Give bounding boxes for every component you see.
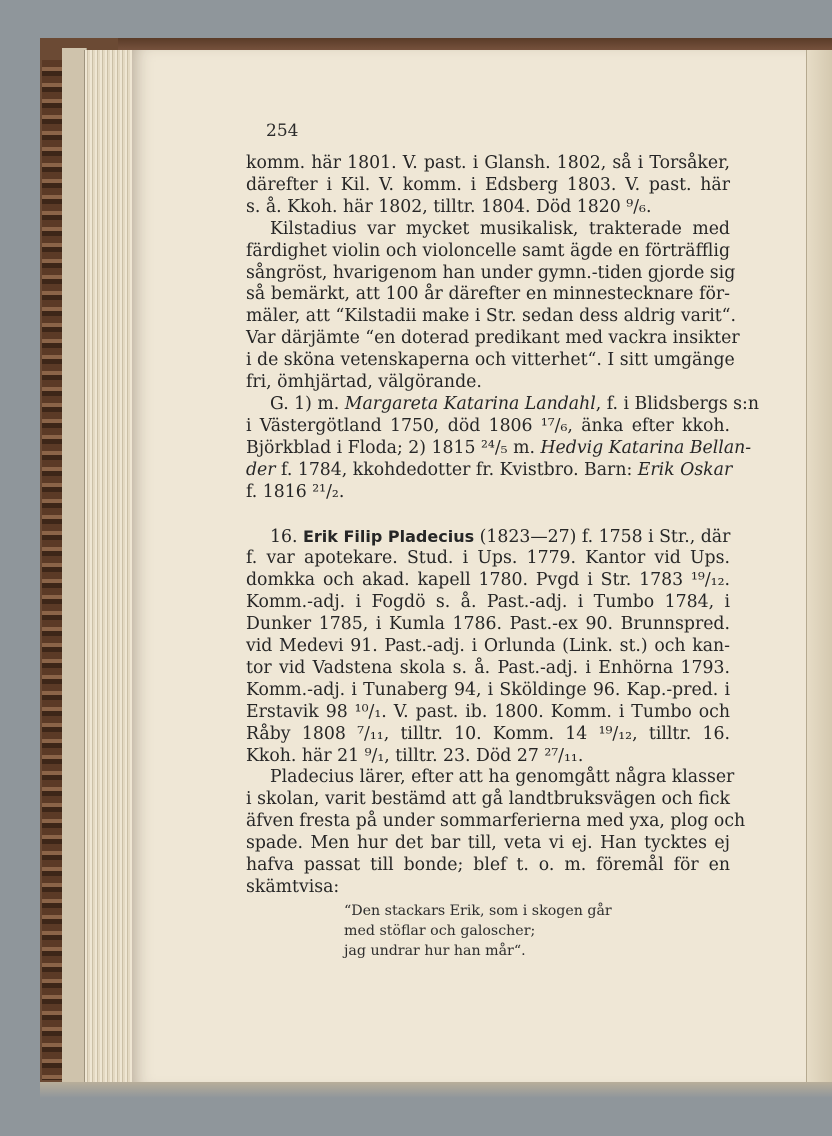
page-number: 254 bbox=[266, 121, 299, 141]
text-line: f. var apotekare. Stud. i Ups. 1779. Kantor vid Ups. bbox=[246, 548, 730, 569]
text-line: Dunker 1785, i Kumla 1786. Past.-ex 90. Brunnspred. bbox=[246, 614, 730, 635]
text-line: Kilstadius var mycket musikalisk, trakterade med bbox=[270, 218, 730, 239]
text-line: tor vid Vadstena skola s. å. Past.-adj. i Enhörna 1793. bbox=[246, 657, 730, 678]
page-text bbox=[246, 153, 760, 899]
entry-heading: 16. Erik Filip Pladecius (1823—27) f. 1758 i Str., där bbox=[270, 526, 731, 547]
poem-line: “Den stackars Erik, som i skogen går bbox=[344, 903, 612, 919]
text-line: mäler, att “Kilstadii make i Str. sedan dess aldrig varit“. bbox=[246, 306, 736, 327]
marriage-line: f. 1816 ²¹/₂. bbox=[246, 481, 345, 502]
text-line: Pladecius lärer, efter att ha genomgått några klasser bbox=[270, 767, 735, 788]
spouse-name: Margareta Katarina Landahl bbox=[344, 393, 596, 414]
page-right-edge bbox=[806, 50, 832, 1086]
text-line: i de sköna vetenskaperna och vitterhet“. I sitt umgänge bbox=[246, 350, 735, 371]
text-line: Komm.-adj. i Fogdö s. å. Past.-adj. i Tumbo 1784, i bbox=[246, 592, 730, 613]
text-line: spade. Men hur det bar till, veta vi ej. Han tycktes ej bbox=[246, 833, 730, 854]
text-line: s. å. Kkoh. här 1802, tilltr. 1804. Död 1820 ⁹/₆. bbox=[246, 196, 652, 217]
text-line: vid Medevi 91. Past.-adj. i Orlunda (Link. st.) och kan- bbox=[246, 636, 730, 657]
page-stack bbox=[84, 50, 133, 1084]
marriage-line: i Västergötland 1750, död 1806 ¹⁷/₆, änka efter kkoh. bbox=[246, 415, 730, 436]
marriage-line: G. 1) m. Margareta Katarina Landahl, f. i Blidsbergs s:n bbox=[270, 393, 760, 414]
text-line: fri, ömhjärtad, välgörande. bbox=[246, 372, 482, 393]
text-line: därefter i Kil. V. komm. i Edsberg 1803. V. past. här bbox=[246, 174, 730, 195]
marriage-line: Björkblad i Floda; 2) 1815 ²⁴/₅ m. Hedvig Katarina Bellan- bbox=[246, 437, 752, 458]
bottom-shadow bbox=[40, 1082, 832, 1098]
poem-line: jag undrar hur han mår“. bbox=[344, 943, 526, 959]
text-line: färdighet violin och violoncelle samt ägde en förträfflig bbox=[246, 240, 730, 261]
text-line: i skolan, varit bestämd att gå landtbruksvägen och fick bbox=[246, 789, 730, 810]
spouse-name: Hedvig Katarina Bellan- bbox=[540, 437, 752, 458]
poem-line: med stöflar och galoscher; bbox=[344, 923, 536, 939]
text-line: hafva passat till bonde; blef t. o. m. föremål för en bbox=[246, 855, 730, 876]
text-line: Råby 1808 ⁷/₁₁, tilltr. 10. Komm. 14 ¹⁹/₁₂, tilltr. 16. bbox=[246, 723, 730, 744]
text-line: Kkoh. här 21 ⁹/₁, tilltr. 23. Död 27 ²⁷/₁₁. bbox=[246, 745, 584, 766]
text-line: skämtvisa: bbox=[246, 877, 340, 897]
text-line: Var därjämte “en doterad predikant med vackra insikter bbox=[246, 328, 740, 349]
poem bbox=[344, 901, 644, 961]
text-line: sångröst, hvarigenom han under gymn.-tiden gjorde sig bbox=[246, 262, 736, 283]
text-line: komm. här 1801. V. past. i Glansh. 1802, så i Torsåker, bbox=[246, 153, 730, 173]
text-line: Komm.-adj. i Tunaberg 94, i Sköldinge 96. Kap.-pred. i bbox=[246, 679, 730, 700]
text-line: äfven fresta på under sommarferierna med yxa, plog och bbox=[246, 811, 746, 832]
text-line: så bemärkt, att 100 år därefter en minnestecknare för- bbox=[246, 284, 730, 305]
text-line: domkka och akad. kapell 1780. Pvgd i Str. 1783 ¹⁹/₁₂. bbox=[246, 570, 730, 591]
text-line: Erstavik 98 ¹⁰/₁. V. past. ib. 1800. Komm. i Tumbo och bbox=[246, 701, 730, 722]
section-gap bbox=[246, 504, 730, 526]
marriage-line: der f. 1784, kkohdedotter fr. Kvistbro. Barn: Erik Oskar bbox=[246, 459, 733, 480]
entry-name: Erik Filip Pladecius bbox=[302, 526, 475, 546]
child-name: Erik Oskar bbox=[637, 459, 733, 480]
